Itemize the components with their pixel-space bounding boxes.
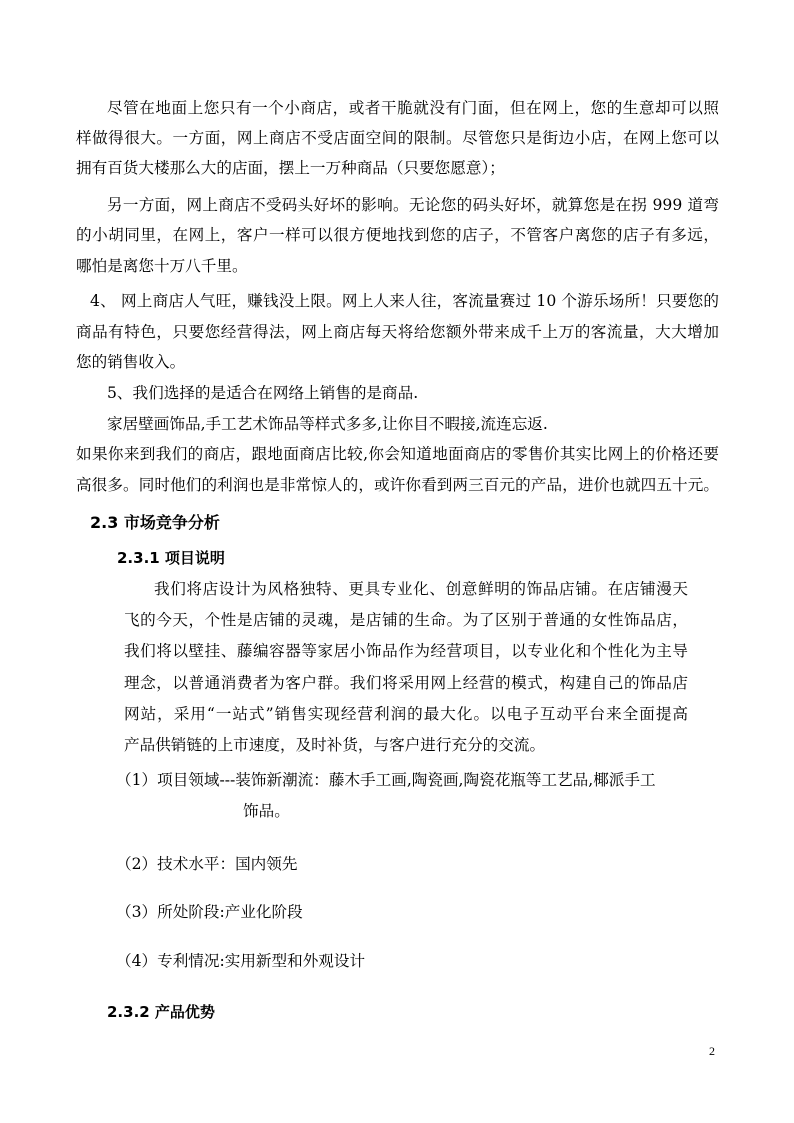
list-item: （2）技术水平：国内领先 [116, 855, 298, 873]
list-item: （4）专利情况:实用新型和外观设计 [116, 952, 366, 970]
paragraph-line: 您的销售收入。 [76, 353, 186, 371]
paragraph-line: 4、 网上商店人气旺，赚钱没上限。网上人来人往，客流量赛过 10 个游乐场所！只要您的 [90, 292, 719, 310]
paragraph-line: 理念，以普通消费者为客户群。我们将采用网上经营的模式，构建自己的饰品店 [124, 674, 688, 692]
paragraph-line: 产品供销链的上市速度，及时补货，与客户进行充分的交流。 [124, 736, 546, 754]
page-number: 2 [709, 1044, 715, 1058]
paragraph-line: 如果你来到我们的商店，跟地面商店比较,你会知道地面商店的零售价其实比网上的价格还要 [76, 445, 719, 463]
section-heading: 2.3 市场竞争分析 [90, 513, 220, 532]
paragraph-line: 我们将以壁挂、藤编容器等家居小饰品作为经营项目，以专业化和个性化为主导 [124, 642, 688, 660]
paragraph-line: 5、我们选择的是适合在网络上销售的是商品. [107, 384, 419, 402]
paragraph-line: 商品有特色，只要您经营得法，网上商店每天将给您额外带来成千上万的客流量，大大增加 [76, 323, 719, 341]
paragraph-line: 网站，采用“一站式”销售实现经营利润的最大化。以电子互动平台来全面提高 [124, 705, 688, 723]
paragraph-line: 尽管在地面上您只有一个小商店，或者干脆就没有门面，但在网上，您的生意却可以照 [107, 99, 719, 117]
paragraph-line: 的小胡同里，在网上，客户一样可以很方便地找到您的店子，不管客户离您的店子有多远， [76, 226, 719, 244]
paragraph-line: 样做得很大。一方面，网上商店不受店面空间的限制。尽管您只是街边小店，在网上您可以 [76, 129, 719, 147]
paragraph-line: 我们将店设计为风格独特、更具专业化、创意鲜明的饰品店铺。在店铺漫天 [154, 580, 688, 598]
paragraph-line: 家居壁画饰品,手工艺术饰品等样式多多,让你目不暇接,流连忘返. [107, 415, 548, 433]
paragraph-line: 拥有百货大楼那么大的店面，摆上一万种商品（只要您愿意）； [76, 159, 505, 177]
list-item: （3）所处阶段:产业化阶段 [116, 903, 303, 921]
list-item-continuation: 饰品。 [243, 802, 290, 820]
paragraph-line: 另一方面，网上商店不受码头好坏的影响。无论您的码头好坏，就算您是在拐 999 道弯 [107, 196, 719, 214]
list-item: （1）项目领域---装饰新潮流：藤木手工画,陶瓷画,陶瓷花瓶等工艺品,椰派手工 [116, 771, 656, 789]
subsection-heading: 2.3.2 产品优势 [107, 1003, 215, 1021]
subsection-heading: 2.3.1 项目说明 [117, 549, 225, 567]
paragraph-line: 高很多。同时他们的利润也是非常惊人的，或许你看到两三百元的产品，进价也就四五十元。 [76, 476, 719, 494]
paragraph-line: 哪怕是离您十万八千里。 [76, 257, 248, 275]
paragraph-line: 飞的今天，个性是店铺的灵魂，是店铺的生命。为了区别于普通的女性饰品店， [124, 611, 688, 629]
